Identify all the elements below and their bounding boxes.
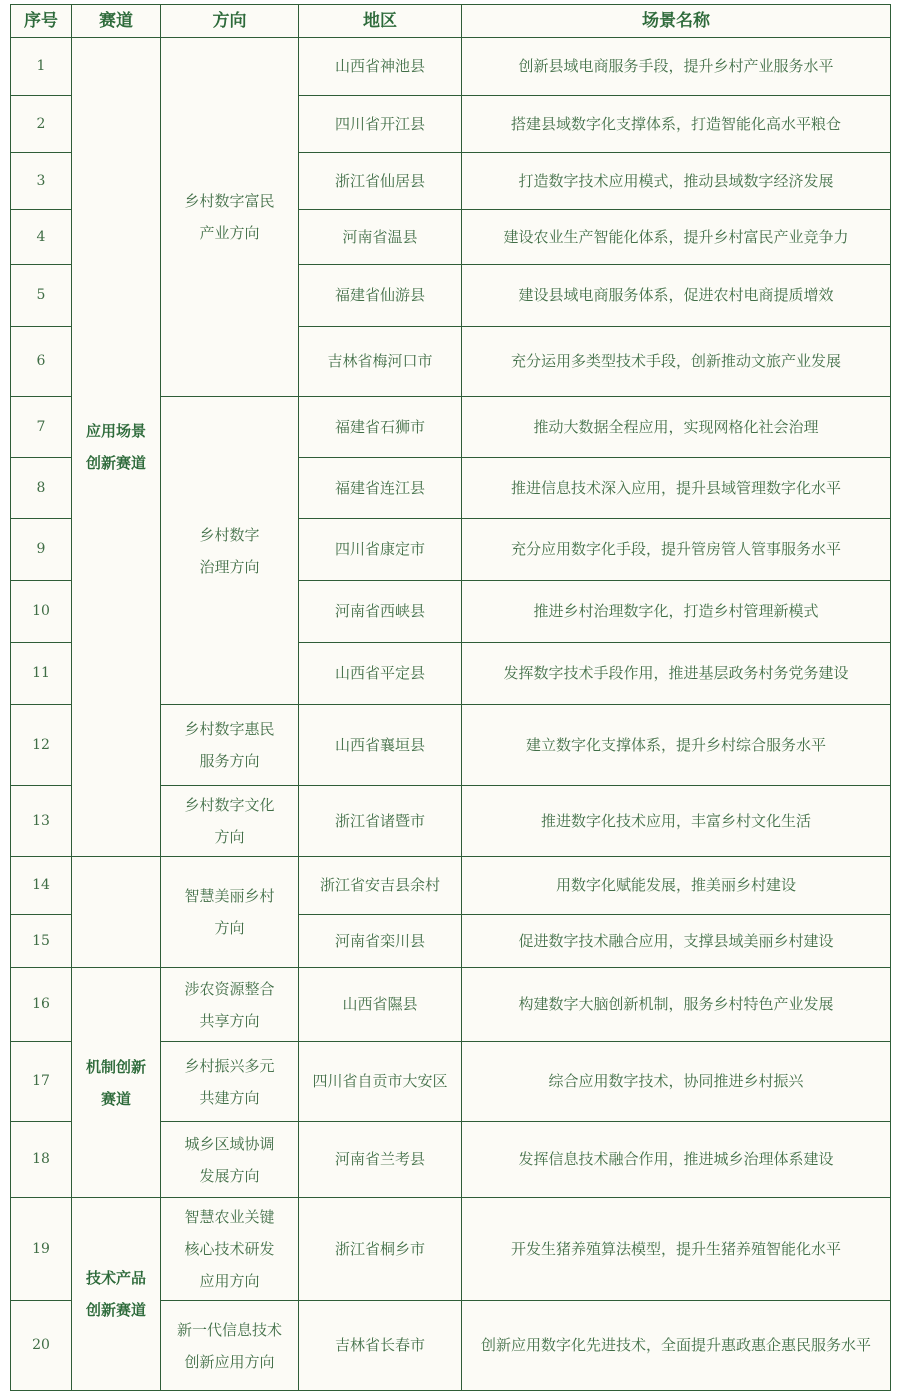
direction-label-line: 服务方向 xyxy=(199,752,260,770)
region-cell: 福建省连江县 xyxy=(299,458,462,519)
scene-cell: 建设县域电商服务体系，促进农村电商提质增效 xyxy=(462,265,891,327)
direction-label-line: 应用方向 xyxy=(199,1272,260,1290)
direction-label-line: 智慧美丽乡村 xyxy=(184,887,275,905)
track-label-line: 赛道 xyxy=(100,1089,131,1108)
region-cell: 山西省平定县 xyxy=(299,643,462,705)
direction-cell-industry xyxy=(161,38,299,397)
scenario-table xyxy=(10,4,891,1391)
direction-cell-smart-agriculture xyxy=(161,1198,299,1301)
track-cell-application xyxy=(72,38,161,857)
region-cell: 山西省神池县 xyxy=(299,38,462,96)
scene-cell: 发挥信息技术融合作用，推进城乡治理体系建设 xyxy=(462,1122,891,1198)
row-number: 10 xyxy=(11,581,72,643)
row-number: 15 xyxy=(11,915,72,968)
region-cell: 福建省石狮市 xyxy=(299,397,462,458)
row-number: 14 xyxy=(11,857,72,915)
direction-cell-co-building xyxy=(161,1042,299,1122)
direction-cell-service xyxy=(161,705,299,786)
track-label-line: 机制创新 xyxy=(85,1057,146,1076)
header-direction: 方向 xyxy=(161,5,299,38)
track-label-line: 应用场景 xyxy=(85,422,146,440)
scene-cell: 充分应用数字化手段，提升管房管人管事服务水平 xyxy=(462,519,891,581)
direction-label-line: 方向 xyxy=(214,919,245,937)
region-cell: 浙江省桐乡市 xyxy=(299,1198,462,1301)
header-no: 序号 xyxy=(11,5,72,38)
region-cell: 吉林省梅河口市 xyxy=(299,327,462,397)
region-cell: 吉林省长春市 xyxy=(299,1301,462,1391)
scene-cell: 用数字化赋能发展，推美丽乡村建设 xyxy=(462,857,891,915)
track-label-line: 创新赛道 xyxy=(85,454,146,472)
region-cell: 山西省隰县 xyxy=(299,968,462,1042)
direction-label-line: 涉农资源整合 xyxy=(184,979,275,998)
region-cell: 河南省温县 xyxy=(299,210,462,265)
direction-cell-it-innovation xyxy=(161,1301,299,1391)
direction-label-line: 方向 xyxy=(214,828,245,846)
region-cell: 四川省康定市 xyxy=(299,519,462,581)
row-number: 7 xyxy=(11,397,72,458)
row-number: 17 xyxy=(11,1042,72,1122)
row-number: 12 xyxy=(11,705,72,786)
direction-label-line: 新一代信息技术 xyxy=(176,1320,282,1339)
scene-cell: 创新应用数字化先进技术，全面提升惠政惠企惠民服务水平 xyxy=(462,1301,891,1391)
region-cell: 河南省兰考县 xyxy=(299,1122,462,1198)
row-number: 5 xyxy=(11,265,72,327)
row-number: 8 xyxy=(11,458,72,519)
scene-cell: 创新县域电商服务手段，提升乡村产业服务水平 xyxy=(462,38,891,96)
track-cell-mechanism xyxy=(72,968,161,1198)
table-row xyxy=(11,857,891,915)
direction-label-line: 发展方向 xyxy=(199,1166,260,1185)
direction-label-line: 乡村数字富民 xyxy=(184,192,275,210)
row-number: 16 xyxy=(11,968,72,1042)
header-region: 地区 xyxy=(299,5,462,38)
direction-cell-urban-rural xyxy=(161,1122,299,1198)
direction-label-line: 创新应用方向 xyxy=(184,1352,275,1371)
scene-cell: 充分运用多类型技术手段，创新推动文旅产业发展 xyxy=(462,327,891,397)
row-number: 2 xyxy=(11,96,72,153)
header-row xyxy=(11,5,891,38)
row-number: 13 xyxy=(11,786,72,857)
direction-cell-culture xyxy=(161,786,299,857)
direction-label-line: 乡村数字 xyxy=(199,525,260,544)
region-cell: 浙江省安吉县余村 xyxy=(299,857,462,915)
direction-label-line: 城乡区域协调 xyxy=(184,1134,275,1153)
track-label-line: 创新赛道 xyxy=(85,1301,146,1319)
track-cell-technology xyxy=(72,1198,161,1391)
scene-cell: 开发生猪养殖算法模型，提升生猪养殖智能化水平 xyxy=(462,1198,891,1301)
region-cell: 河南省西峡县 xyxy=(299,581,462,643)
table-row xyxy=(11,38,891,96)
scene-cell: 推动大数据全程应用，实现网格化社会治理 xyxy=(462,397,891,458)
region-cell: 河南省栾川县 xyxy=(299,915,462,968)
scene-cell: 发挥数字技术手段作用，推进基层政务村务党务建设 xyxy=(462,643,891,705)
table-row xyxy=(11,1198,891,1301)
row-number: 1 xyxy=(11,38,72,96)
scene-cell: 建设农业生产智能化体系，提升乡村富民产业竞争力 xyxy=(462,210,891,265)
row-number: 9 xyxy=(11,519,72,581)
track-label-line: 技术产品 xyxy=(85,1269,146,1287)
direction-label-line: 智慧农业关键 xyxy=(184,1208,275,1226)
direction-label-line: 共享方向 xyxy=(199,1011,260,1030)
direction-cell-governance xyxy=(161,397,299,705)
region-cell: 福建省仙游县 xyxy=(299,265,462,327)
row-number: 18 xyxy=(11,1122,72,1198)
direction-label-line: 核心技术研发 xyxy=(184,1240,275,1258)
region-cell: 山西省襄垣县 xyxy=(299,705,462,786)
row-number: 11 xyxy=(11,643,72,705)
region-cell: 四川省自贡市大安区 xyxy=(299,1042,462,1122)
scene-cell: 综合应用数字技术，协同推进乡村振兴 xyxy=(462,1042,891,1122)
header-scene: 场景名称 xyxy=(462,5,891,38)
direction-label-line: 共建方向 xyxy=(199,1088,260,1107)
scene-cell: 推进数字化技术应用，丰富乡村文化生活 xyxy=(462,786,891,857)
direction-label-line: 乡村振兴多元 xyxy=(184,1056,275,1075)
row-number: 19 xyxy=(11,1198,72,1301)
direction-label-line: 产业方向 xyxy=(199,224,260,242)
region-cell: 浙江省诸暨市 xyxy=(299,786,462,857)
direction-cell-resource-sharing xyxy=(161,968,299,1042)
scene-cell: 建立数字化支撑体系，提升乡村综合服务水平 xyxy=(462,705,891,786)
row-number: 20 xyxy=(11,1301,72,1391)
scene-cell: 促进数字技术融合应用，支撑县域美丽乡村建设 xyxy=(462,915,891,968)
direction-label-line: 治理方向 xyxy=(199,557,260,576)
row-number: 4 xyxy=(11,210,72,265)
header-track: 赛道 xyxy=(72,5,161,38)
scene-cell: 打造数字技术应用模式，推动县域数字经济发展 xyxy=(462,153,891,210)
row-number: 6 xyxy=(11,327,72,397)
region-cell: 四川省开江县 xyxy=(299,96,462,153)
track-cell-empty xyxy=(72,857,161,968)
scene-cell: 推进乡村治理数字化，打造乡村管理新模式 xyxy=(462,581,891,643)
direction-label-line: 乡村数字惠民 xyxy=(184,720,275,738)
table-row xyxy=(11,968,891,1042)
direction-cell-beautiful-village xyxy=(161,857,299,968)
direction-label-line: 乡村数字文化 xyxy=(184,796,275,814)
region-cell: 浙江省仙居县 xyxy=(299,153,462,210)
scene-cell: 推进信息技术深入应用，提升县域管理数字化水平 xyxy=(462,458,891,519)
scene-cell: 构建数字大脑创新机制，服务乡村特色产业发展 xyxy=(462,968,891,1042)
row-number: 3 xyxy=(11,153,72,210)
scene-cell: 搭建县域数字化支撑体系，打造智能化高水平粮仓 xyxy=(462,96,891,153)
